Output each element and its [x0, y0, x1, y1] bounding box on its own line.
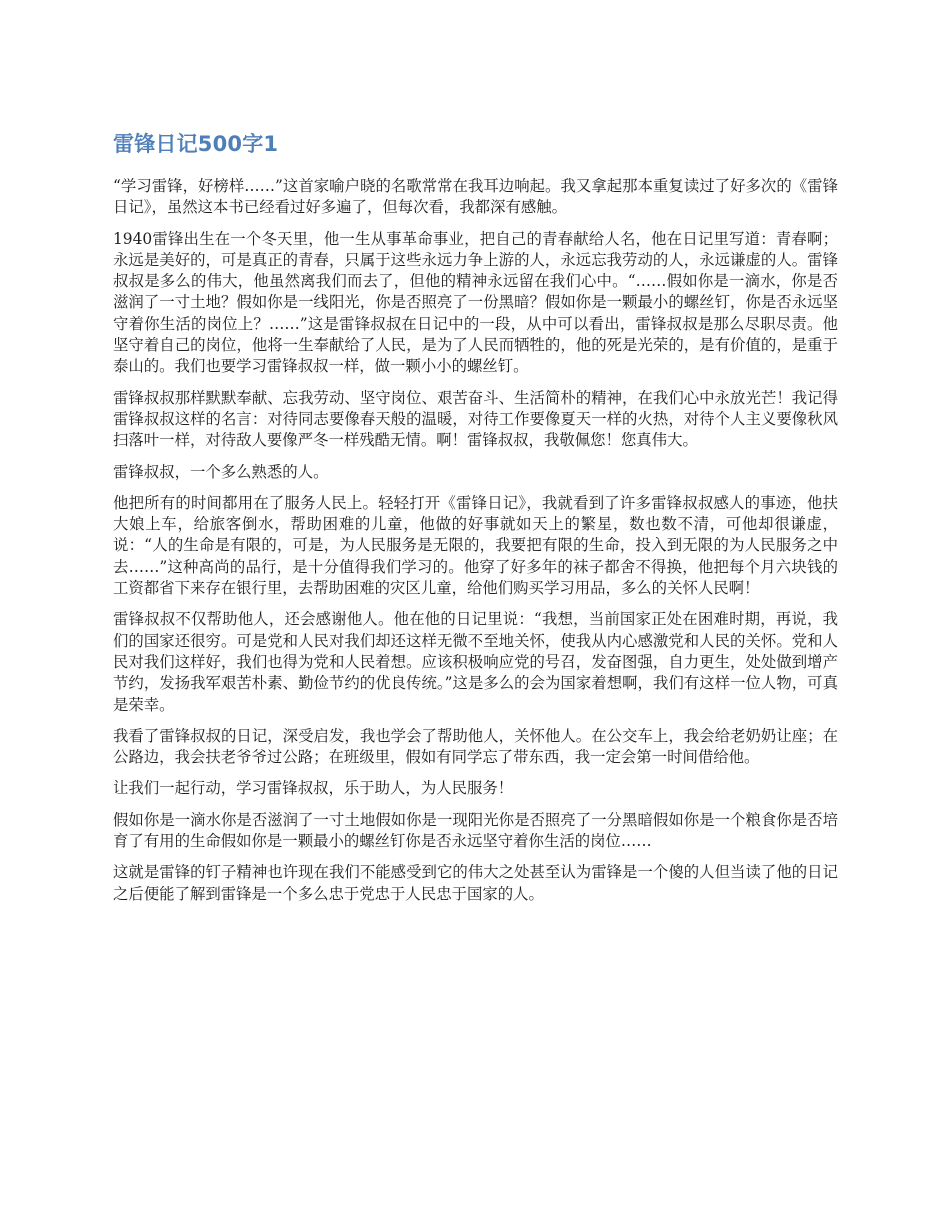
paragraph-8: 让我们一起行动，学习雷锋叔叔，乐于助人，为人民服务！	[113, 779, 514, 798]
page-title: 雷锋日记500字1	[113, 132, 279, 156]
paragraph-3: 雷锋叔叔那样默默奉献、忘我劳动、坚守岗位、艰苦奋斗、生活简朴的精神，在我们心中永放光芒！我记得雷锋叔叔这样的名言：对待同志要像春天般的温暖，对待工作要像夏天一样的火热，对待个人主义要像秋风扫落叶一样，对待敌人要像严冬一样残酷无情。啊！雷锋叔叔，我敬佩您！您真伟大。	[113, 388, 838, 450]
paragraph-9: 假如你是一滴水你是否滋润了一寸土地假如你是一现阳光你是否照亮了一分黑暗假如你是一个粮食你是否培育了有用的生命假如你是一颗最小的螺丝钉你是否永远坚守着你生活的岗位……	[113, 810, 838, 851]
paragraph-2: 1940雷锋出生在一个冬天里，他一生从事革命事业，把自己的青春献给人名，他在日记里写道：青春啊；永远是美好的，可是真正的青春，只属于这些永远力争上游的人，永远忘我劳动的人，永远谦虚的人。雷锋叔叔是多么的伟大，他虽然离我们而去了，但他的精神永远留在我们心中。“……假如你是一滴水，你是否滋润了一寸土地？假如你是一线阳光，你是否照亮了一份黑暗？假如你是一颗最小的螺丝钉，你是否永远坚守着你生活的岗位上？……”这是雷锋叔叔在日记中的一段，从中可以看出，雷锋叔叔是那么尽职尽责。他坚守着自己的岗位，他将一生奉献给了人民，是为了人民而牺牲的，他的死是光荣的，是有价值的，是重于泰山的。我们也要学习雷锋叔叔一样，做一颗小小的螺丝钉。	[113, 229, 838, 376]
paragraph-10: 这就是雷锋的钉子精神也许现在我们不能感受到它的伟大之处甚至认为雷锋是一个傻的人但当读了他的日记之后便能了解到雷锋是一个多么忠于党忠于人民忠于国家的人。	[113, 863, 838, 903]
paragraph-1: “学习雷锋，好榜样……”这首家喻户晓的名歌常常在我耳边响起。我又拿起那本重复读过了好多次的《雷锋日记》，虽然这本书已经看过好多遍了，但每次看，我都深有感触。	[113, 177, 838, 217]
paragraph-7: 我看了雷锋叔叔的日记，深受启发，我也学会了帮助他人，关怀他人。在公交车上，我会给老奶奶让座；在公路边，我会扶老爷爷过公路；在班级里，假如有同学忘了带东西，我一定会第一时间借给他。	[113, 726, 838, 767]
paragraph-4: 雷锋叔叔，一个多么熟悉的人。	[113, 462, 329, 481]
paragraph-6: 雷锋叔叔不仅帮助他人，还会感谢他人。他在他的日记里说：“我想，当前国家正处在困难时期，再说，我们的国家还很穷。可是党和人民对我们却还这样无微不至地关怀，使我从内心感激党和人民的关怀。党和人民对我们这样好，我们也得为党和人民着想。应该积极响应党的号召，发奋图强，自力更生，处处做到增产节约，发扬我军艰苦朴素、勤俭节约的优良传统。”这是多么的会为国家着想啊，我们有这样一位人物，可真是荣幸。	[113, 610, 838, 714]
paragraph-5: 他把所有的时间都用在了服务人民上。轻轻打开《雷锋日记》，我就看到了许多雷锋叔叔感人的事迹，他扶大娘上车，给旅客倒水，帮助困难的儿童，他做的好事就如天上的繁星，数也数不清，可他却很谦虚，说：“人的生命是有限的，可是，为人民服务是无限的，我要把有限的生命，投入到无限的为人民服务之中去……”这种高尚的品行，是十分值得我们学习的。他穿了好多年的袜子都舍不得换，他把每个月六块钱的工资都省下来存在银行里，去帮助困难的灾区儿童，给他们购买学习用品，多么的关怀人民啊！	[113, 493, 838, 598]
